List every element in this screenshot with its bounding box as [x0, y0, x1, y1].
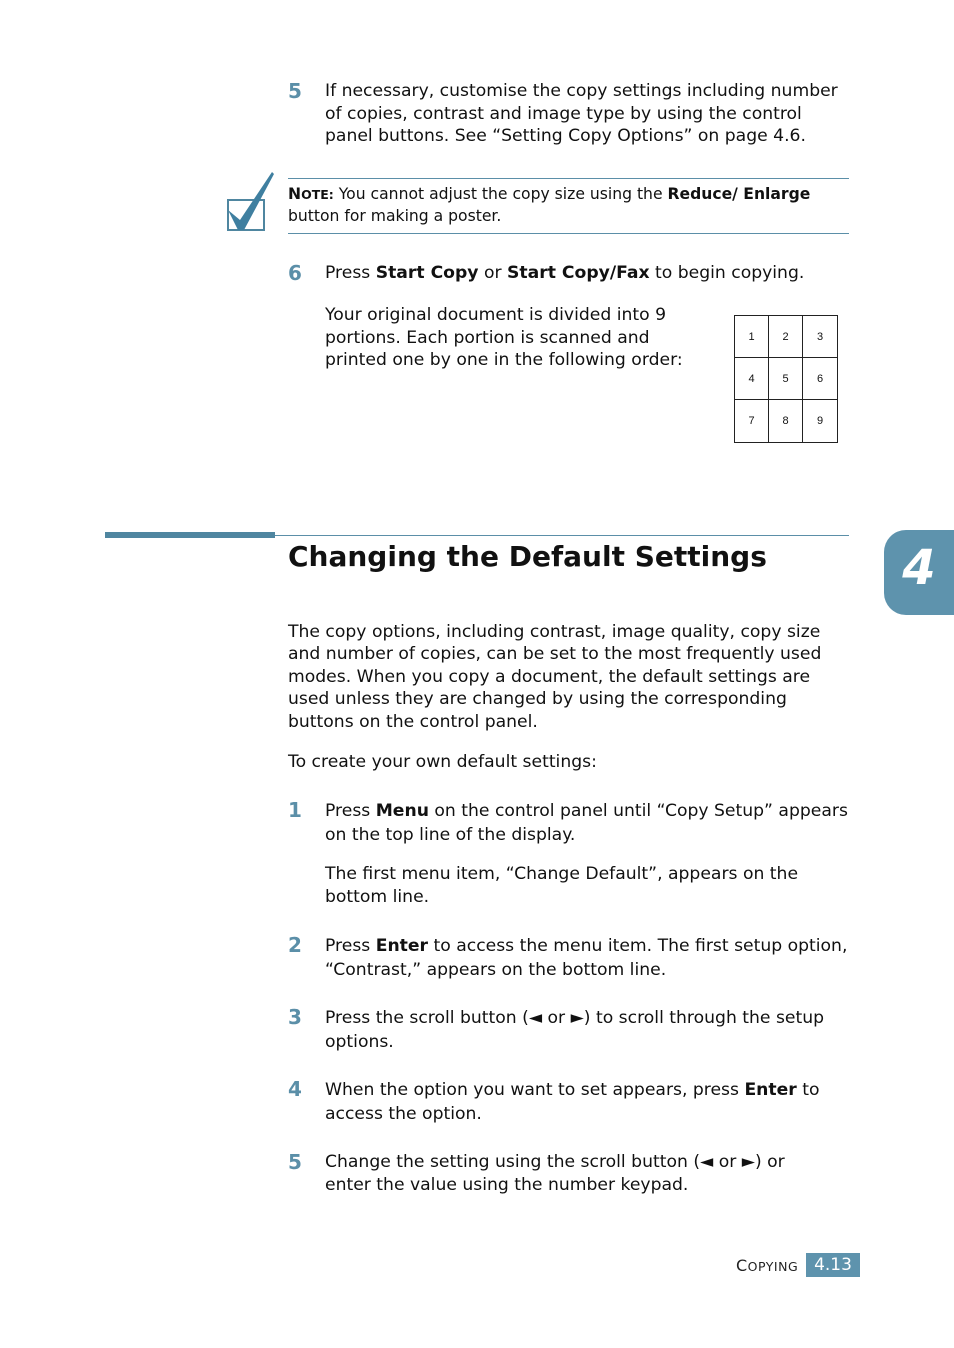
footer-chapter-label [736, 1256, 798, 1275]
step-text-part: or [478, 263, 508, 283]
checkmark-note-icon [224, 168, 278, 234]
step-number: 4 [288, 1077, 302, 1101]
grid-cell: 6 [803, 358, 837, 400]
section-rule-thick [105, 532, 275, 538]
step-number: 5 [288, 79, 302, 103]
note-text-a: You cannot adjust the copy size using the [333, 185, 668, 203]
note-text-b: button for making a poster. [288, 206, 502, 225]
step-text: Press the scroll button (◄ or ►) to scroll through the setup options. [325, 1008, 825, 1052]
chapter-number: 4 [902, 540, 936, 596]
grid-cell: 3 [803, 316, 837, 358]
note-top-rule [288, 178, 849, 179]
intro-paragraph: The copy options, including contrast, image quality, copy size and number of copies, can be set to the most frequently used modes. When you copy a document, the default settings are used unless they are changed by using the corresponding buttons on the control panel. [288, 622, 822, 732]
step-number: 2 [288, 933, 302, 957]
step-text-part: Press [325, 801, 376, 821]
step-text-part: Press [325, 936, 376, 956]
grid-cell: 5 [769, 358, 803, 400]
menu-label: Menu [375, 801, 429, 821]
step-text: Change the setting using the scroll button (◄ or ►) or enter the value using the number keypad. [325, 1152, 785, 1195]
step-text-part: on the control panel until “Copy Setup” appears on the top line of the display. [325, 801, 848, 845]
poster-order-grid [734, 315, 838, 443]
enter-label: Enter [744, 1080, 797, 1100]
section-rule-thin [275, 535, 849, 536]
grid-cell: 8 [769, 400, 803, 442]
step-number: 1 [288, 798, 302, 822]
note-bottom-rule [288, 233, 849, 234]
step-text-part: When the option you want to set appears, press [325, 1080, 745, 1100]
step-number: 6 [288, 261, 302, 285]
grid-cell: 7 [735, 400, 769, 442]
note-label-rest: OTE: [301, 187, 334, 202]
step-text-part: to begin copying. [649, 263, 805, 283]
step-number: 5 [288, 1150, 302, 1174]
step-detail: The first menu item, “Change Default”, appears on the bottom line. [325, 864, 799, 907]
step-text: If necessary, customise the copy settings including number of copies, contrast and image type by using the control panel buttons. See “Setting Copy Options” on page 4.6. [325, 81, 838, 147]
enter-label: Enter [375, 936, 429, 956]
lead-paragraph: To create your own default settings: [288, 752, 597, 772]
step-text [325, 799, 855, 847]
note-text [288, 184, 848, 226]
page-number: 4.13 [806, 1253, 860, 1277]
step-detail: Your original document is divided into 9 portions. Each portion is scanned and printed one by one in the following order: [325, 305, 683, 371]
note-bold-button: Reduce/ Enlarge [667, 185, 811, 203]
step-text [325, 934, 855, 982]
step-number: 3 [288, 1005, 302, 1029]
step-text [325, 1078, 855, 1126]
footer-label-initial: C [736, 1256, 748, 1275]
footer-label-rest: OPYING [747, 1259, 799, 1274]
step-text-part: to access the option. [325, 1080, 820, 1124]
step-text-part: to access the menu item. The first setup option, “Contrast,” appears on the bottom line. [325, 936, 848, 980]
grid-cell: 4 [735, 358, 769, 400]
step-text-part: Press [325, 263, 376, 283]
chapter-tab [884, 530, 954, 615]
start-copy-label: Start Copy [375, 263, 479, 283]
step-text [325, 262, 855, 285]
start-copy-fax-label: Start Copy/Fax [507, 263, 650, 283]
note-label-initial: N [288, 185, 302, 203]
section-title: Changing the Default Settings [288, 540, 767, 573]
grid-cell: 1 [735, 316, 769, 358]
grid-cell: 2 [769, 316, 803, 358]
grid-cell: 9 [816, 415, 824, 427]
